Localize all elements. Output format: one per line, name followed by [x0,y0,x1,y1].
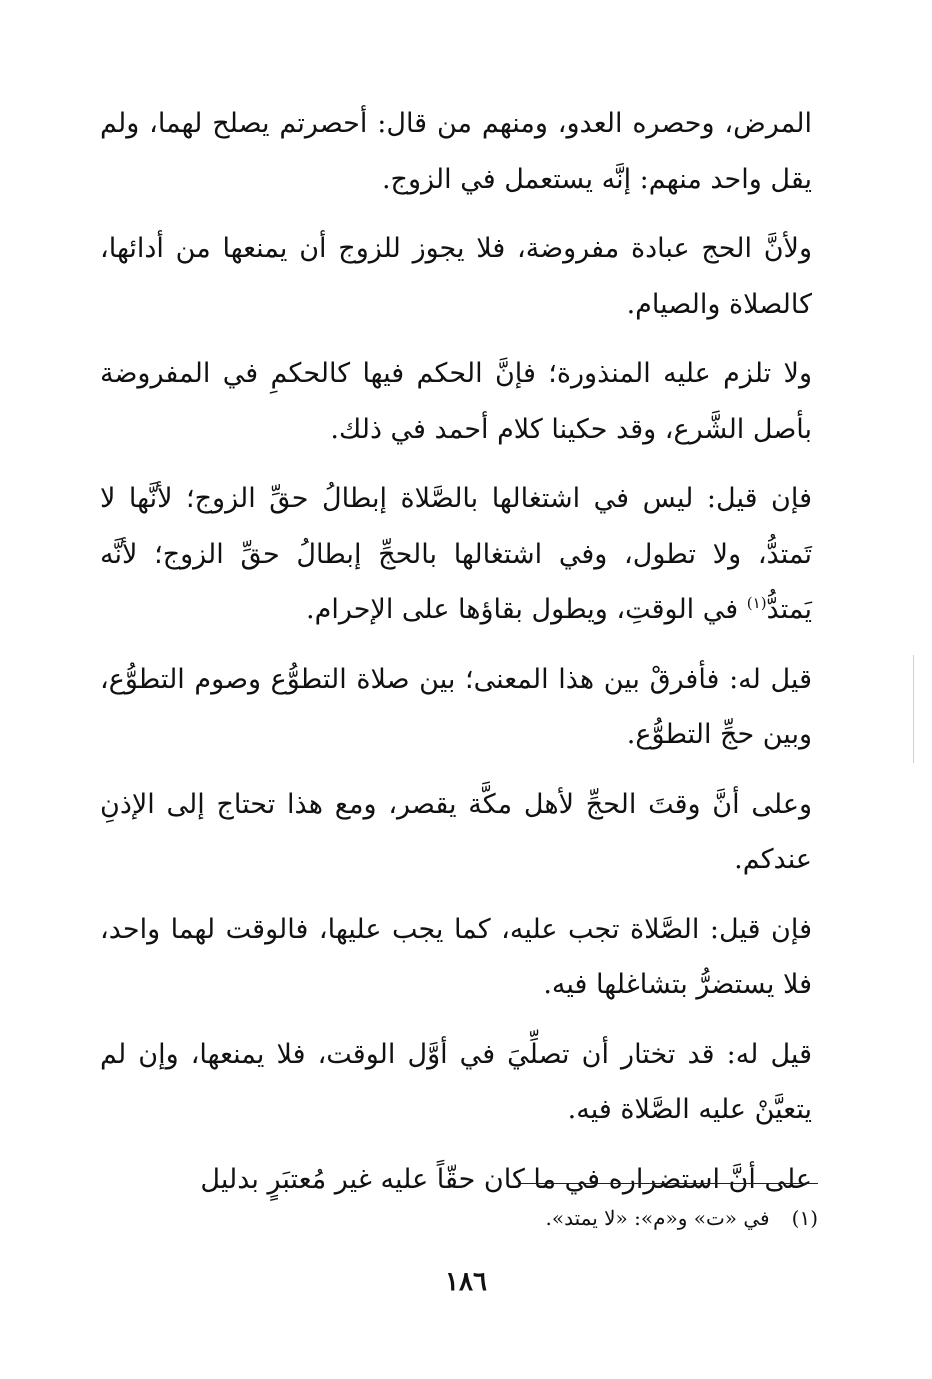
footnote-area [330,1200,818,1236]
paragraph-2: ولأنَّ الحج عبادة مفروضة، فلا يجوز للزوج أن يمنعها من أدائها، كالصلاة والصيام. [100,233,812,320]
paragraph-8: قيل له: قد تختار أن تصلِّيَ في أوَّل الوقت، فلا يمنعها، وإن لم يتعيَّنْ عليه الصَّلاة فيه. [100,1038,812,1125]
footnote-reference[interactable]: (١) [746,594,767,612]
paragraph-4-part-2: في الوقتِ، ويطول بقاؤها على الإحرام. [306,594,747,625]
paragraph-9: على أنَّ استضراره في ما كان حقّاً عليه غير مُعتبَرٍ بدليل [200,1163,812,1195]
paragraph-1: المرض، وحصره العدو، ومنهم من قال: أحصرتم يصلح لهما، ولم يقل واحد منهم: إنَّه يستعمل في الزوج. [100,108,812,195]
paragraph-5: قيل له: فأفرقْ بين هذا المعنى؛ بين صلاة التطوُّع وصوم التطوُّع، وبين حجِّ التطوُّع. [100,663,812,750]
paragraph-7: فإن قيل: الصَّلاة تجب عليه، كما يجب عليها، فالوقت لهما واحد، فلا يستضرُّ بتشاغلها فيه. [100,913,812,1000]
footnote-divider [518,1183,818,1184]
main-text [100,96,812,1221]
paragraph-6: وعلى أنَّ وقتَ الحجِّ لأهل مكَّة يقصر، ومع هذا تحتاج إلى الإذنِ عندكم. [100,788,812,875]
page-number: ١٨٦ [445,1267,487,1297]
scan-margin-line [913,655,914,763]
footnote-text: في «ت» و«م»: «لا يمتد». [545,1206,770,1230]
paragraph-3: ولا تلزم عليه المنذورة؛ فإنَّ الحكم فيها كالحكمِ في المفروضة بأصل الشَّرع، وقد حكينا كلام أحمد في ذلك. [100,358,812,445]
paragraph-4 [100,471,812,638]
paragraph-4-part-1: فإن قيل: ليس في اشتغالها بالصَّلاة إبطالُ حقِّ الزوج؛ لأنَّها لا تَمتدُّ، ولا تطول، وفي اشتغالها بالحجِّ إبطالُ حقِّ الزوج؛ لأنَّه يَمتدُّ [100,483,812,625]
footnote-number: (١) [791,1206,818,1230]
